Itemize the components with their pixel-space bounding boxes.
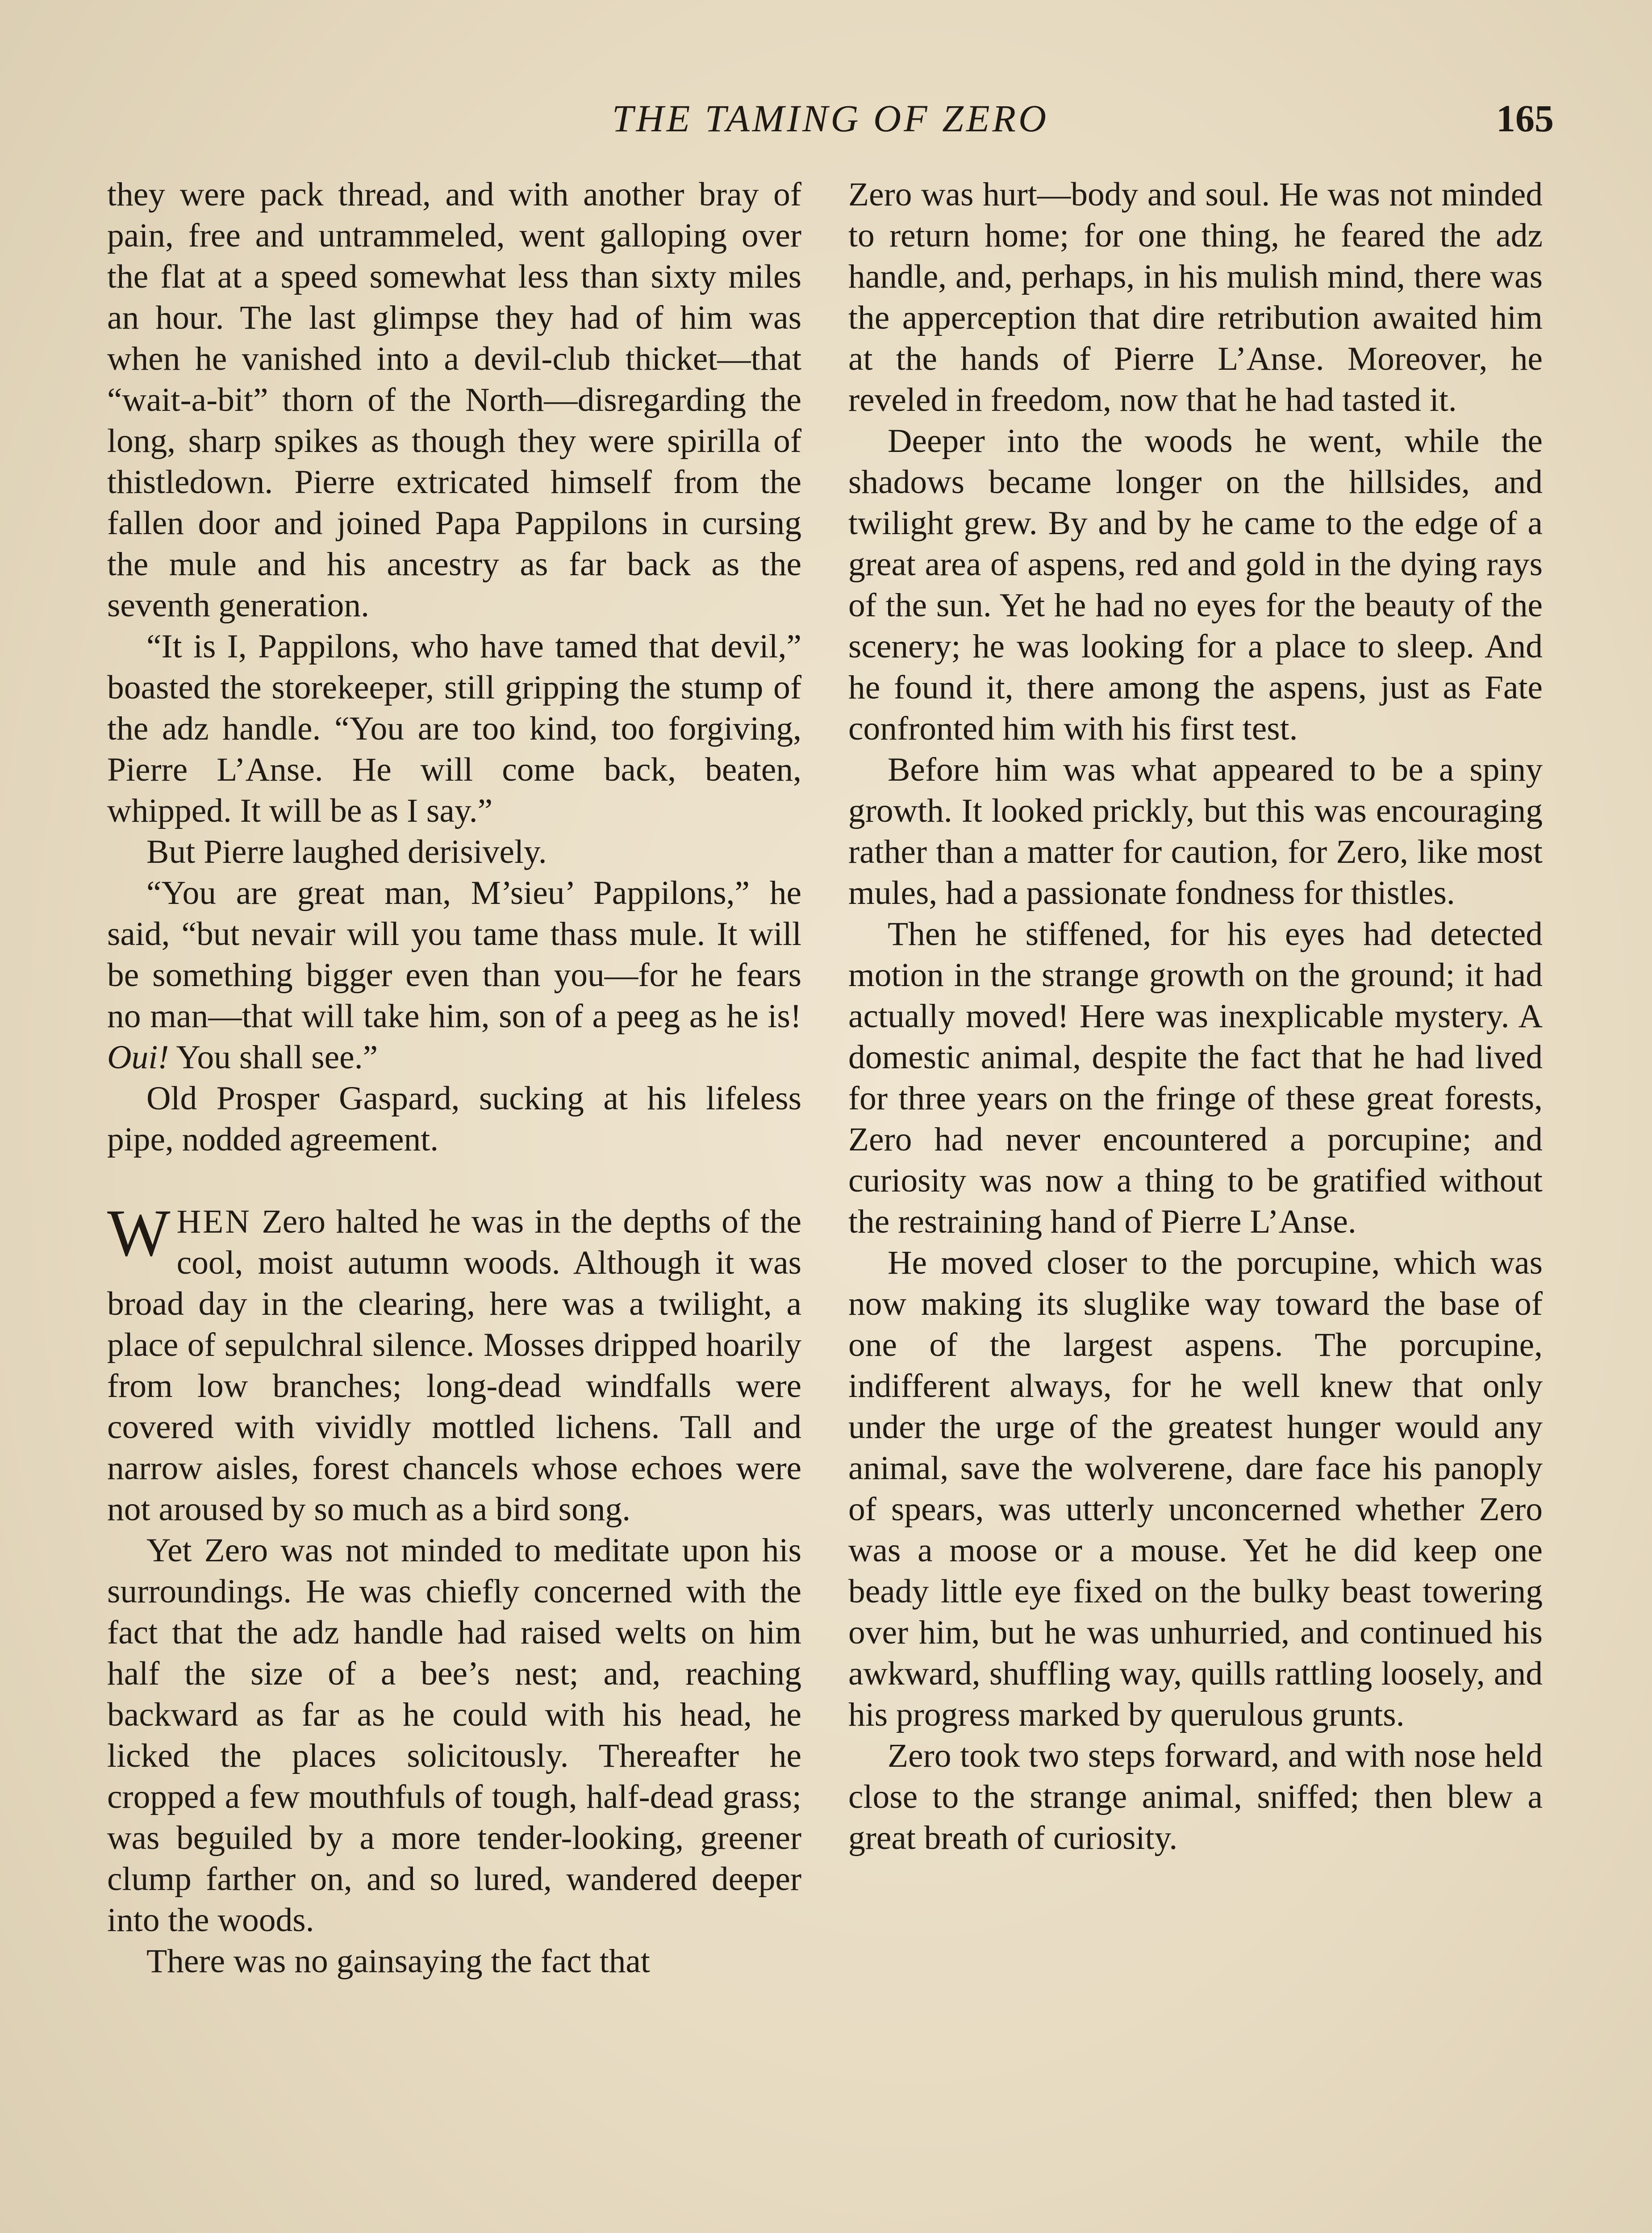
section-opening-paragraph bbox=[107, 1196, 801, 1530]
paragraph-text: You shall see.” bbox=[169, 1039, 378, 1076]
page-header bbox=[0, 96, 1652, 154]
paragraph: Deeper into the woods he went, while the shadows became longer on the hillsides, and twilight grew. By and by he came to the edge of a great area of aspens, red and gold in the dying rays of the sun. Yet he had no eyes for the beauty of the scenery; he was looking for a place to sleep. And he found it, there among the aspens, just as Fate confronted him with his first test. bbox=[848, 422, 1543, 747]
paragraph: Then he stiffened, for his eyes had detected motion in the strange growth on the ground; it had actually moved! Here was inexplicable mystery. A domestic animal, despite the fact that he had lived for three years on the fringe of these great forests, Zero had never encountered a porcupine; and curiosity was now a thing to be gratified without the restraining hand of Pierre L’Anse. bbox=[848, 916, 1543, 1240]
paragraph bbox=[107, 873, 801, 1078]
paragraph: Old Prosper Gaspard, sucking at his lifeless pipe, nodded agreement. bbox=[107, 1080, 801, 1158]
small-caps-word: HEN bbox=[176, 1203, 251, 1240]
left-column bbox=[107, 174, 801, 1982]
running-title: THE TAMING OF ZERO bbox=[612, 97, 1049, 140]
paragraph: Zero was hurt—body and soul. He was not minded to return home; for one thing, he feared the adz handle, and, perhaps, in his mulish mind, there was the apperception that dire retribution awaited him at the hands of Pierre L’Anse. Moreover, he reveled in freedom, now that he had tasted it. bbox=[848, 176, 1543, 418]
paragraph: He moved closer to the porcupine, which was now making its sluglike way toward the base of one of the largest aspens. The porcupine, indifferent always, for he well knew that only under the urge of the greatest hunger would any animal, save the wolverene, dare face his panoply of spears, was utterly unconcerned whether Zero was a moose or a mouse. Yet he did keep one beady little eye fixed on the bulky beast towering over him, but he was unhurried, and continued his awkward, shuffling way, quills rattling loosely, and his progress marked by querulous grunts. bbox=[848, 1244, 1543, 1733]
paragraph-text: Zero halted he was in the depths of the cool, moist autumn woods. Although it was broad day in the clearing, here was a twilight, a place of sepulchral silence. Mosses dripped hoarily from low branches; long-dead windfalls were covered with vividly mottled lichens. Tall and narrow aisles, forest chancels whose echoes were not aroused by so much as a bird song. bbox=[107, 1203, 801, 1528]
paragraph: But Pierre laughed derisively. bbox=[146, 833, 547, 870]
paragraph: Yet Zero was not minded to meditate upon his surroundings. He was chiefly concerned with the fact that the adz handle had raised welts on him half the size of a bee’s nest; and, reaching backward as far as he could with his head, he licked the places solicitously. Thereafter he cropped a few mouthfuls of tough, half-dead grass; was beguiled by a more tender-looking, greener clump farther on, and so lured, wandered deeper into the woods. bbox=[107, 1532, 801, 1939]
drop-cap: W bbox=[107, 1196, 171, 1270]
italic-word: Oui! bbox=[107, 1039, 169, 1076]
paragraph-text: “You are great man, M’sieu’ Pappilons,” he said, “but nevair will you tame thass mule. It will be something bigger even than you—for he fears no man—that will take him, son of a peeg as he is! bbox=[107, 874, 801, 1035]
paragraph: Zero took two steps forward, and with nose held close to the strange animal, sniffed; then blew a great breath of curiosity. bbox=[848, 1737, 1543, 1857]
paragraph: “It is I, Pappilons, who have tamed that devil,” boasted the storekeeper, still gripping the stump of the adz handle. “You are too kind, too forgiving, Pierre L’Anse. He will come back, beaten, whipped. It will be as I say.” bbox=[107, 628, 801, 829]
paragraph: Before him was what appeared to be a spiny growth. It looked prickly, but this was encouraging rather than a matter for caution, for Zero, like most mules, had a passionate fondness for thistles. bbox=[848, 751, 1543, 912]
page-number: 165 bbox=[1496, 97, 1554, 140]
paragraph: There was no gainsaying the fact that bbox=[146, 1943, 650, 1980]
paragraph: they were pack thread, and with another bray of pain, free and untrammeled, went galloping over the flat at a speed somewhat less than sixty miles an hour. The last glimpse they had of him was when he vanished into a devil-club thicket—that “wait-a-bit” thorn of the North—disregarding the long, sharp spikes as though they were spirilla of thistledown. Pierre extricated himself from the fallen door and joined Papa Pappilons in cursing the mule and his ancestry as far back as the seventh generation. bbox=[107, 176, 801, 624]
right-column bbox=[848, 174, 1543, 1859]
